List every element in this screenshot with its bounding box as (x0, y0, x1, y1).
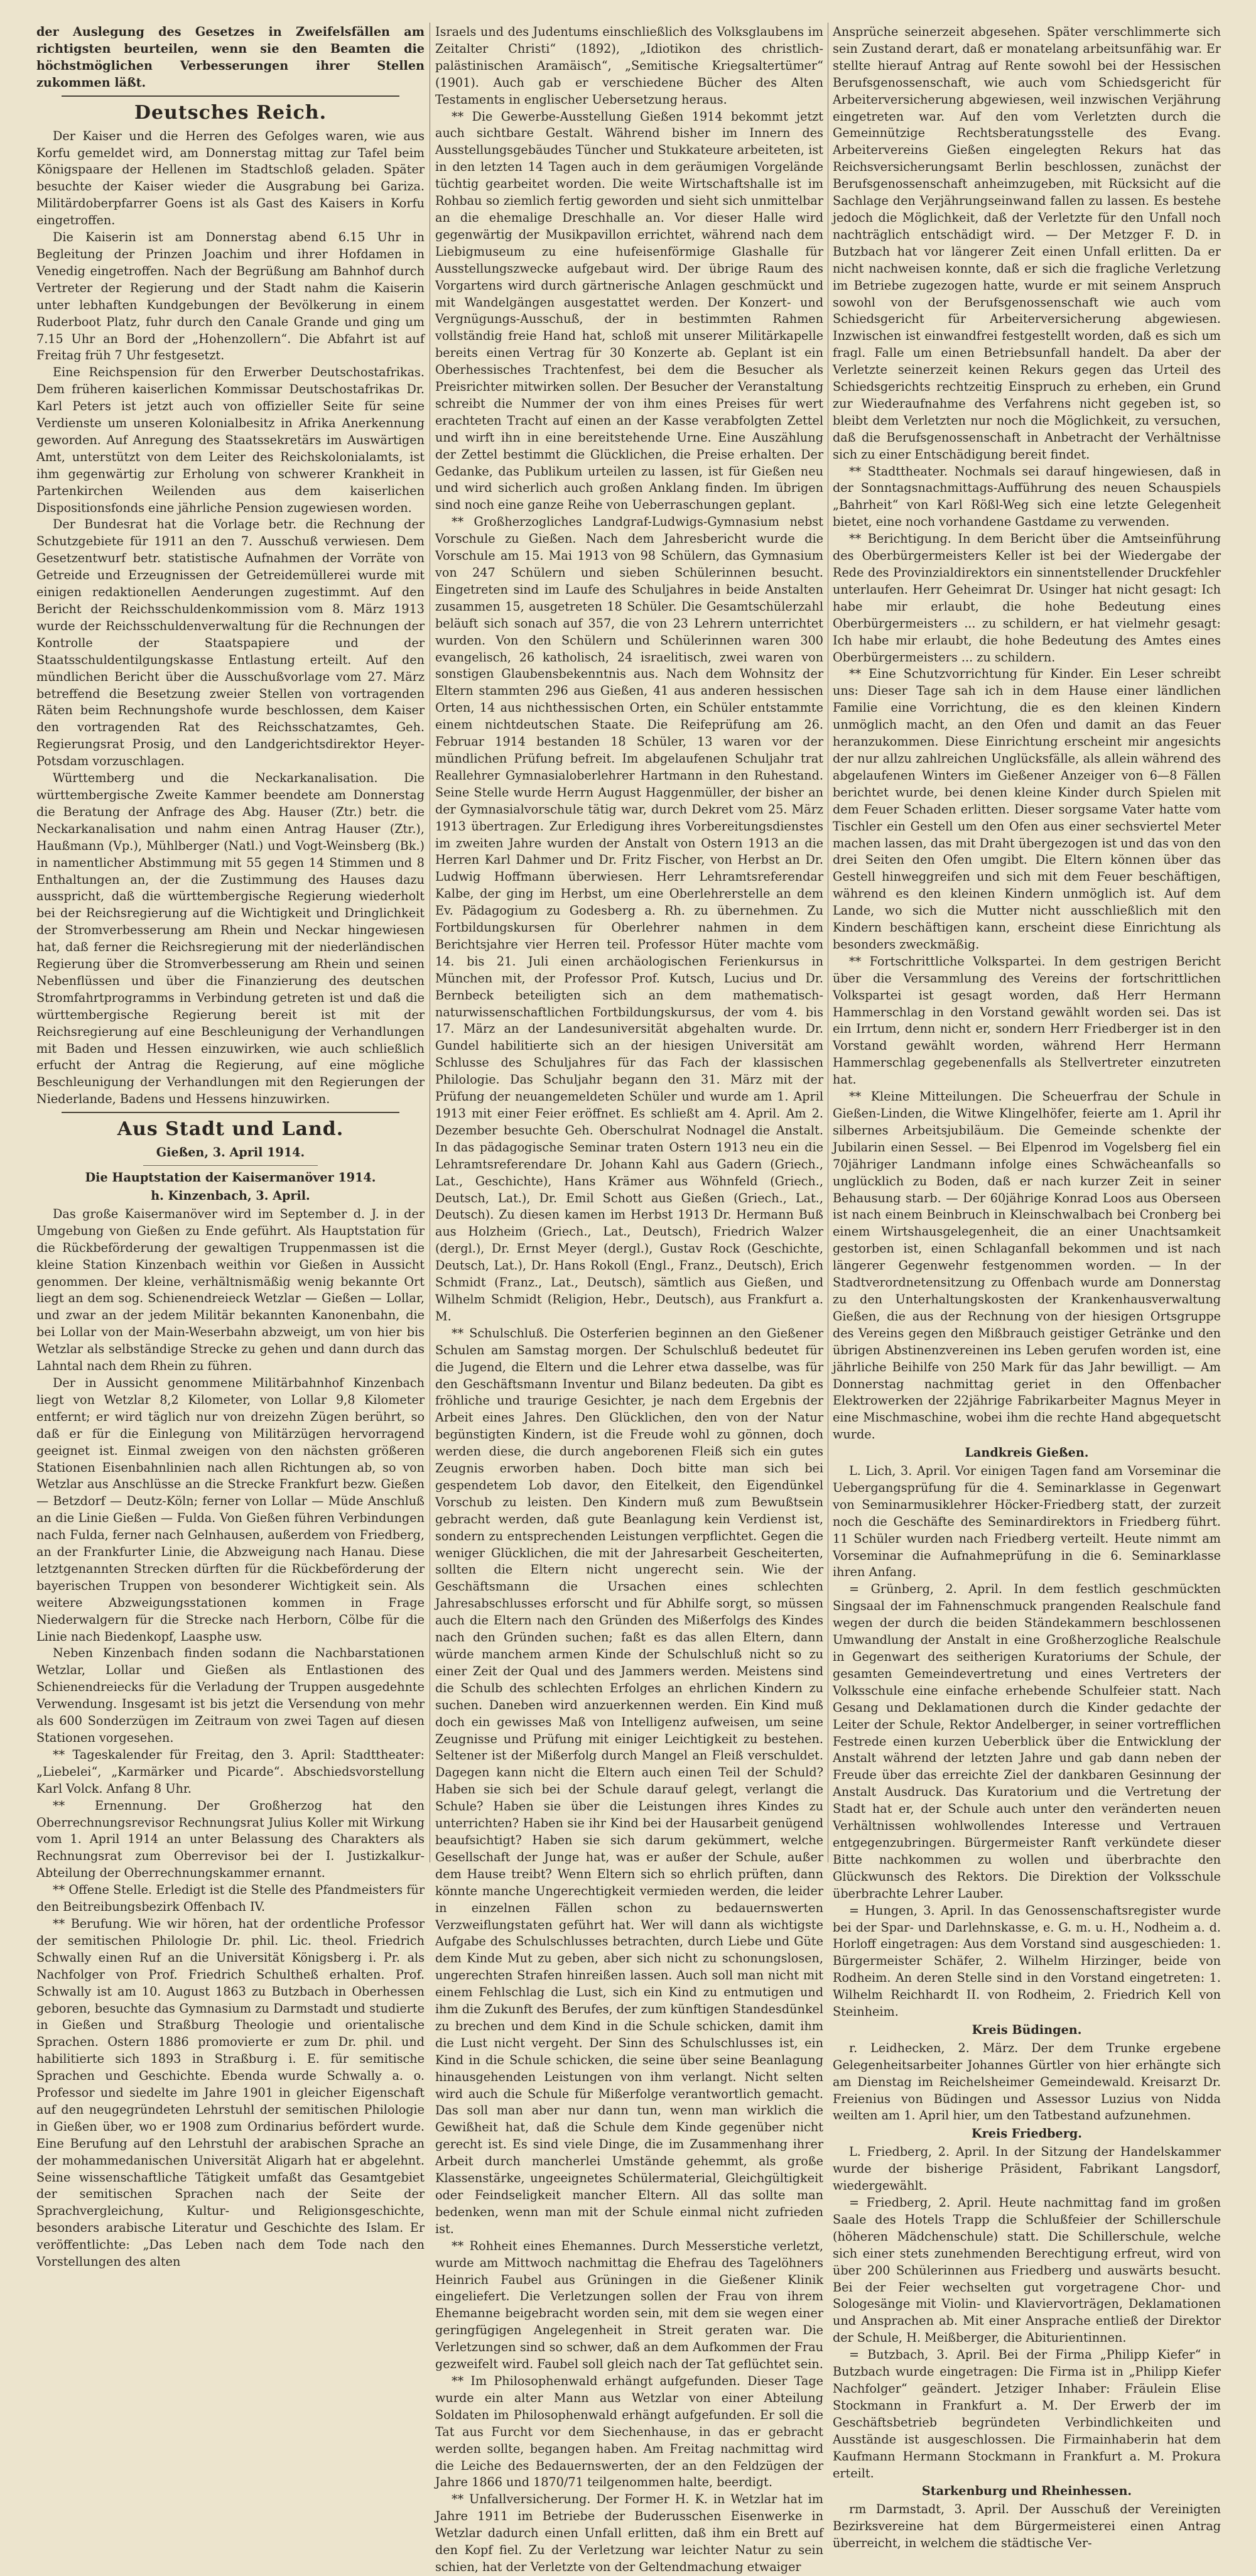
article-paragraph: ** Berichtigung. In dem Bericht über die Amtseinführung des Oberbürgermeisters Keller ist bei der Wiedergabe der Rede des Provinzialdirektors ein sinnentstellender Druckfehler unterlaufen. Herr Geheimrat Dr. Usinger hat nicht gesagt: Ich habe mir erlaubt, die hohe Bedeutung eines Oberbürgermeisters ... zu schildern, er hat vielmehr gesagt: Ich habe mir erlaubt, die hohe Bedeutung des Amtes eines Oberbürgermeisters ... zu schildern. (833, 531, 1221, 665)
column-2 (435, 24, 823, 2574)
article-paragraph: Die Kaiserin ist am Donnerstag abend 6.15 Uhr in Begleitung der Prinzen Joachim und ihrer Hofdamen in Venedig eingetroffen. Nach der Begrüßung am Bahnhof durch Vertreter der Regierung und der Stadt nahm die Kaiserin unter lebhaften Kundgebungen der Bevölkerung in einem Ruderboot Platz, fuhr durch den Canale Grande und ging um 7.15 Uhr an Bord der „Hohenzollern“. Die Abfahrt ist auf Freitag früh 7 Uhr festgesetzt. (36, 230, 425, 363)
divider (62, 1112, 399, 1113)
article-paragraph: Der Bundesrat hat die Vorlage betr. die Rechnung der Schutzgebiete für 1911 an den 7. Ausschuß verwiesen. Dem Gesetzentwurf betr. statistische Aufnahmen der Vorräte von Getreide und Erzeugnissen der Getreidemüllerei wurde mit einigen redaktionellen Aenderungen zugestimmt. Auf den Bericht der Reichsschuldenkommission vom 8. März 1913 wurde der Reichsschuldenverwaltung für die Rechnungen der Kontrolle der Staatspapiere und der Staatsschuldentilgungskasse Entlastung erteilt. Auf den mündlichen Bericht über die Ausschußvorlage vom 27. März betreffend die Besetzung zweier Stellen von vortragenden Räten beim Rechnungshofe wurde beschlossen, dem Kaiser den vortragenden Rat des Reichsschatzamtes, Geh. Regierungsrat Prosig, und den Landgerichtsdirektor Heyer-Potsdam vorzuschlagen. (36, 517, 425, 769)
section-subhead: Kreis Büdingen. (972, 2022, 1082, 2037)
article-paragraph: Der Kaiser und die Herren des Gefolges waren, wie aus Korfu gemeldet wird, am Donnerstag mittag zur Tafel beim Königspaare der Hellenen im Stadtschloß geladen. Später besuchte der Kaiser wieder die Ausgrabung bei Gariza. Militärdoberpfarrer Goens ist als Gast des Kaisers in Korfu eingetroffen. (36, 128, 425, 228)
article-paragraph: Ansprüche seinerzeit abgesehen. Später verschlimmerte sich sein Zustand derart, daß er monatelang arbeitsunfähig war. Er stellte hierauf Antrag auf Rente sowohl bei der Hessischen Berufsgenossenschaft, wie auch vom Schiedsgericht für Arbeiterversicherung abgewiesen, weil inzwischen Verjährung eingetreten war. Auf den vom Verletzten durch die Gemeinnützige Rechtsberatungsstelle des Evang. Arbeitervereins Gießen eingelegten Rekurs hat das Reichsversicherungsamt Berlin beschlossen, zunächst der Berufsgenossenschaft anheimzugeben, mit Rücksicht auf die Sachlage den Verjährungseinwand fallen zu lassen. Es bestehe jedoch die Möglichkeit, daß der Verletzte für den Unfall noch nachträglich entschädigt wird. — Der Metzger F. D. in Butzbach hat vor längerer Zeit einen Unfall erlitten. Da er nicht nachweisen konnte, daß er sich die fragliche Verletzung im Betriebe zugezogen hatte, wurde er mit seinem Anspruch sowohl von der Berufsgenossenschaft wie auch vom Schiedsgericht für Arbeiterversicherung abgewiesen. Inzwischen ist einwandfrei festgestellt worden, daß es sich um fragl. Falle um einen Betriebsunfall handelt. Da aber der Verletzte seinerzeit keinen Rekurs gegen das Urteil des Schiedsgerichts rechtzeitig Einspruch zu erheben, ein Grund zur Wiederaufnahme des Verfahrens nicht gegeben ist, so bleibt dem Verletzten nur noch die Möglichkeit, zu versuchen, daß die Berufsgenossenschaft in Anbetracht der Verhältnisse sich zu einer Entschädigung bereit findet. (833, 24, 1221, 462)
article-paragraph: Israels und des Judentums einschließlich des Volksglaubens im Zeitalter Christi“ (1892), „Idiotikon des christlich-palästinischen Aramäisch“, „Semitische Kriegsaltertümer“ (1901). Auch gab er verschiedene Bücher des Alten Testaments in englischer Uebersetzung heraus. (435, 24, 823, 107)
article-paragraph: ** Die Gewerbe-Ausstellung Gießen 1914 bekommt jetzt auch sichtbare Gestalt. Während bisher im Innern des Ausstellungsgebäudes Tüncher und Stukkateure arbeiteten, ist in den letzten 14 Tagen auch in dem geräumigen Vorgelände tüchtig gearbeitet worden. Die weite Wirtschaftshalle ist im Rohbau so ziemlich fertig geworden und sieht sich unmittelbar an die ehemalige Dreschhalle an. Vor dieser Halle wird gegenwärtig der Musikpavillon errichtet, während nach dem Liebigmuseum zu eine hufeisenförmige Glashalle für Ausstellungszwecke aufgebaut wird. Der übrige Raum des Vorgartens wird durch gärtnerische Anlagen geschmückt und mit Wandelgängen ausgestattet werden. Der Konzert- und Vergnügungs-Ausschuß, der in bestimmten Rahmen vollständig freie Hand hat, schloß mit unserer Militärkapelle bereits einen Vertrag für 30 Konzerte ab. Geplant ist ein Oberhessisches Trachtenfest, bei dem die Besucher als Preisrichter mitwirken sollen. Der Besucher der Veranstaltung schreibt die Nummer der von ihm eines Preises für wert erachteten Tracht auf einen an der Kasse verabfolgten Zettel und wirft ihn in eine bereitstehende Urne. Eine Auszählung der Zettel bestimmt die Glücklichen, die Preise erhalten. Der Gedanke, das Publikum urteilen zu lassen, ist für Gießen neu und wird sicherlich auch großen Anklang finden. Im übrigen sind noch eine ganze Reihe von Ueberraschungen geplant. (435, 109, 823, 513)
section-title: Aus Stadt und Land. (117, 1118, 344, 1141)
article-paragraph: ** Tageskalender für Freitag, den 3. April: Stadttheater: „Liebelei“, „Karmärker und Picarde“. Abschiedsvorstellung Karl Volck. Anfang 8 Uhr. (36, 1747, 425, 1796)
dateline: Gießen, 3. April 1914. (156, 1145, 305, 1160)
article-paragraph: L. Lich, 3. April. Vor einigen Tagen fand am Vorseminar die Uebergangsprüfung für die 4. Seminarklasse in Gegenwart von Seminarmusiklehrer Höcker-Friedberg statt, der zurzeit noch die Geschäfte des Seminardirektors in Friedberg führt. 11 Schüler wurden nach Friedberg verteilt. Heute nimmt am Vorseminar die Aufnahmeprüfung in die 6. Seminarklasse ihren Anfang. (833, 1464, 1221, 1580)
article-paragraph: ** Berufung. Wie wir hören, hat der ordentliche Professor der semitischen Philologie Dr. phil. Lic. theol. Friedrich Schwally einen Ruf an die Universität Königsberg i. Pr. als Nachfolger von Prof. Friedrich Schultheß erhalten. Prof. Schwally ist am 10. August 1863 zu Butzbach in Oberhessen geboren, besuchte das Gymnasium zu Darmstadt und studierte in Gießen und Straßburg Theologie und orientalische Sprachen. Ostern 1886 promovierte er zum Dr. phil. und habilitierte sich 1893 in Straßburg i. E. für semitische Sprachen und Geschichte. Ebenda wurde Schwally a. o. Professor und siedelte im Jahre 1901 in gleicher Eigenschaft auf den neugegründeten Lehrstuhl der semitischen Philologie in Gießen über, wo er 1908 zum Ordinarius befördert wurde. Eine Berufung auf den Lehrstuhl der arabischen Sprache an der mohammedanischen Universität Aligarh hat er abgelehnt. Seine wissenschaftliche Tätigkeit umfaßt das Gesamtgebiet der semitischen Sprachen nach der Seite der Sprachvergleichung, Kultur- und Religionsgeschichte, besonders arabische Literatur und Geschichte des Islam. Er veröffentlichte: „Das Leben nach dem Tode nach den Vorstellungen des alten (36, 1916, 425, 2269)
article-paragraph: ** Schulschluß. Die Osterferien beginnen an den Gießener Schulen am Samstag morgen. Der Schulschluß bedeutet für die Jugend, die Eltern und die Lehrer etwa dasselbe, was für den Geschäftsmann Inventur und Bilanz bedeuten. Da gibt es fröhliche und traurige Gesichter, je nach dem Ergebnis der Arbeit eines Jahres. Den Glücklichen, den von der Natur begünstigten Kindern, ist die Freude wohl zu gönnen, doch werden diese, die durch angeborenen Fleiß sich ein gutes Zeugnis erworben haben. Doch bitte man sich bei gespendetem Lob davor, den Eitelkeit, den Eigendünkel Vorschub zu leisten. Den Kindern muß zum Bewußtsein gebracht werden, daß gute Beanlagung kein Verdienst ist, sondern zu entsprechenden Leistungen verpflichtet. Gegen die weniger Glücklichen, die mit der Jahresarbeit Gescheiterten, sollten die Eltern nicht ungerecht sein. Wie der Geschäftsmann die Ursachen eines schlechten Jahresabschlusses erforscht und für Abhilfe sorgt, so müssen auch die Eltern nach den Gründen des Mißerfolgs des Kindes nach den Gründen suchen; faßt es das allen Eltern, dann würde manchem armen Kinde der Schulschluß nicht so zu einer Zeit der Qual und des Jammers werden. Meistens sind die Schulb des schlechten Erfolges an ehrlichen Kindern zu suchen. Daneben wird anzuerkennen werden. Ein Kind muß doch ein gewisses Maß von Intelligenz aufweisen, um seine Zeugnisse und Prüfung mit einiger Leichtigkeit zu bestehen. Seltener ist der Mißerfolg durch Mangel an Fleiß verschuldet. Dagegen kann nicht die Eltern auch einen Teil der Schuld? Haben sie sich bei der Schule darauf gelegt, verlangt die Schule? Haben sie über die Leistungen ihres Kindes zu unterrichten? Haben sie ihr Kind bei der Hausarbeit genügend beaufsichtigt? Haben sie sich darum gekümmert, welche Gesellschaft der Junge hat, was er außer der Schule, außer dem Hause treibt? Wenn Eltern sich so ehrlich prüften, dann könnte manche Ungerechtigkeit vermieden werden, die leider in einzelnen Fällen schon zu bedauernswerten Verzweiflungstaten geführt hat. Wer will dann als wichtigste Aufgabe des Schulschlusses betrachten, durch Liebe und Güte dem Kinde Mut zu geben, aber sich nicht zu schonungslosen, ungerechten Strafen hinreißen lassen. Auch soll man nicht mit einem Fehlschlag die Lust, sich ein Kind zu entmutigen und ihm die Zukunft des Berufes, der zum künftigen Standesdünkel zu brechen und dem Kind in die Schule schicken, damit ihm die Lust nicht vergeht. Der Sinn des Schulschlusses ist, ein Kind in die Schule schicken, die seine über seine Beanlagung hinausgehenden Leistungen von ihm verlangt. Nicht selten wird auch die Schule für Mißerfolge verantwortlich gemacht. Das soll man aber nur dann tun, wenn man wirklich die Gewißheit hat, daß die Schule dem Kinde gegenüber nicht gerecht ist. Es sind viele Dinge, die im Zusammenhang ihrer Arbeit durch mancherlei Umstände gehemmt, als große Klassenstärke, ungeeignetes Schülermaterial, Gleichgültigkeit oder Feindseligkeit mancher Eltern. All das sollte man bedenken, wenn man mit der Schule einmal nicht zufrieden ist. (435, 1325, 823, 2236)
column-3 (833, 24, 1221, 2551)
article-paragraph: Der in Aussicht genommene Militärbahnhof Kinzenbach liegt von Wetzlar 8,2 Kilometer, von Lollar 9,8 Kilometer entfernt; er wird täglich nur von dreizehn Zügen berührt, so daß er für die Einlegung von Militärzügen hervorragend geeignet ist. Einmal zweigen von den nächsten größeren Stationen Eisenbahnlinien nach allen Richtungen ab, so von Wetzlar aus Anschlüsse an die Strecke Frankfurt bezw. Gießen — Betzdorf — Deutz-Köln; ferner von Lollar — Müde Anschluß an die Linie Gießen — Fulda. Von Gießen führen Verbindungen nach Fulda, ferner nach Gelnhausen, außerdem von Friedberg, an der Frankfurter Linie, die Abzweigung nach Hanau. Diese letztgenannten Strecken dürften für die Rückbeförderung der bayerischen Truppen von besonderer Wichtigkeit sein. Als weitere Abzweigungsstationen kommen in Frage Niederwalgern für die Strecke nach Herborn, Cölbe für die Linie nach Biedenkopf, Laasphe usw. (36, 1375, 425, 1644)
article-paragraph: Das große Kaisermanöver wird im September d. J. in der Umgebung von Gießen zu Ende geführt. Als Hauptstation für die Rückbeförderung der gewaltigen Truppenmassen ist die kleine Station Kinzenbach weithin vor Gießen in Aussicht genommen. Der kleine, verhältnismäßig wenig bekannte Ort liegt an dem sog. Schienendreieck Wetzlar — Gießen — Lollar, und zwar an der jedem Militär bekannten Kanonenbahn, die bei Lollar von der Main-Weserbahn abzweigt, um von hier bis Wetzlar als selbständige Strecke zu gehen und dann durch das Lahntal nach dem Rhein zu führen. (36, 1206, 425, 1374)
byline: h. Kinzenbach, 3. April. (151, 1188, 310, 1203)
article-paragraph: ** Rohheit eines Ehemannes. Durch Messerstiche verletzt, wurde am Mittwoch nachmittag die Ehefrau des Tagelöhners Heinrich Faubel aus Grüningen in die Gießener Klinik eingeliefert. Die Verletzungen sollen der Frau von ihrem Ehemanne beigebracht worden sein, mit dem sie wegen einer geringfügigen Angelegenheit in Streit geraten war. Die Verletzungen sind so schwer, daß an dem Aufkommen der Frau gezweifelt wird. Faubel soll gleich nach der Tat geflüchtet sein. (435, 2238, 823, 2372)
article-paragraph: r. Leidhecken, 2. März. Der dem Trunke ergebene Gelegenheitsarbeiter Johannes Gürtler von hier erhängte sich am Dienstag im Reichelsheimer Gemeindewald. Kreisarzt Dr. Freienius von Büdingen und Assessor Luzius von Nidda weilten am 1. April hier, um den Tatbestand aufzunehmen. (833, 2040, 1221, 2123)
section-subhead: Landkreis Gießen. (965, 1445, 1089, 1460)
article-paragraph: L. Friedberg, 2. April. In der Sitzung der Handelskammer wurde der bisherige Präsident, Fabrikant Langsdorf, wiedergewählt. (833, 2144, 1221, 2193)
article-paragraph: ** Großherzogliches Landgraf-Ludwigs-Gymnasium nebst Vorschule zu Gießen. Nach dem Jahresbericht wurde die Vorschule am 15. Mai 1913 von 98 Schülern, das Gymnasium von 247 Schülern und sieben Schülerinnen besucht. Eingetreten sind im Laufe des Schuljahres in beide Anstalten zusammen 15, ausgetreten 18 Schüler. Die Gesamtschülerzahl beläuft sich sonach auf 357, die von 23 Lehrern unterrichtet wurden. Von den Schülern und Schülerinnen waren 300 evangelisch, 26 katholisch, 24 israelitisch, zwei waren von sonstigen Glaubensbekenntnis aus. Nach dem Wohnsitz der Eltern stammten 296 aus Gießen, 41 aus anderen hessischen Orten, 14 aus nichthessischen Orten, ein Schüler entstammte einem nichtdeutschen Staate. Die Reifeprüfung am 26. Februar 1914 bestanden 18 Schüler, 13 waren vor der mündlichen Prüfung befreit. Im abgelaufenen Schuljahr trat Reallehrer Gymnasialoberlehrer Hartmann in den Ruhestand. Seine Stelle wurde Herrn August Haggenmüller, der bisher an der Gymnasialvorschule tätig war, durch Dekret vom 25. März 1913 übertragen. Zur Erledigung ihres Vorbereitungsdienstes im zweiten Jahre wurden der Anstalt von Ostern 1913 an die Herren Karl Dahmer und Dr. Fritz Fischer, von Herbst an Dr. Ludwig Hoffmann überwiesen. Herr Lehramtsreferendar Kalbe, der ging im Herbst, um eine Oberlehrerstelle an dem Ev. Pädagogium zu Godesberg a. Rh. zu übernehmen. Zu Fortbildungskursen für Oberlehrer nahmen in dem Berichtsjahre vier Herren teil. Professor Hüter machte vom 14. bis 21. Juli einen archäologischen Ferienkursus in München mit, der Professor Prof. Kutsch, Lucius und Dr. Bernbeck beteiligten sich an dem mathematisch-naturwissenschaftlichen Fortbildungskursus, der vom 4. bis 17. März an der Landesuniversität abgehalten wurde. Dr. Gundel habilitierte sich an der hiesigen Universität am Schlusse des Schuljahres für das Fach der klassischen Philologie. Das Schuljahr begann den 31. März mit der Prüfung der neuangemeldeten Schüler und wurde am 1. April 1913 mit einer Feier eröffnet. Es schließt am 4. April. Am 2. Dezember besuchte Geh. Oberschulrat Nodnagel die Anstalt. In das pädagogische Seminar traten Ostern 1913 neu ein die Lehramtsreferendare Dr. Johann Kahl aus Gadern (Griech., Lat., Geschichte), Hans Krämer aus Wöhnfeld (Griech., Deutsch, Lat.), Dr. Emil Schott aus Gießen (Griech., Lat., Deutsch). Zu diesen kamen im Herbst 1913 Dr. Hermann Buß aus Holzheim (Griech., Lat., Deutsch), Friedrich Walzer (dergl.), Dr. Ernst Meyer (dergl.), Gustav Rock (Geschichte, Deutsch, Lat.), Dr. Hans Rokoll (Engl., Franz., Deutsch), Erich Schmidt (Franz., Lat., Deutsch), sämtlich aus Gießen, und Wilhelm Schmidt (Religion, Hebr., Deutsch), aus Frankfurt a. M. (435, 514, 823, 1323)
article-paragraph: Eine Reichspension für den Erwerber Deutschostafrikas. Dem früheren kaiserlichen Kommissar Deutschostafrikas Dr. Karl Peters ist jetzt auch von offizieller Seite für seine Verdienste um unseren Kolonialbesitz in Afrika Anerkennung geworden. Auf Anregung des Staatssekretärs im Auswärtigen Amt, unterstützt von dem Leiter des Reichskolonialamts, ist ihm gegenwärtig zur Erholung von schwerer Krankheit in Partenkirchen Weilenden aus dem kaiserlichen Dispositionsfonds eine jährliche Pension zugewiesen worden. (36, 365, 425, 515)
article-paragraph: = Butzbach, 3. April. Bei der Firma „Philipp Kiefer“ in Butzbach wurde eingetragen: Die Firma ist in „Philipp Kiefer Nachfolger“ geändert. Jetziger Inhaber: Fräulein Elise Stockmann in Frankfurt a. M. Der Erwerb der im Geschäftsbetrieb begründeten Verbindlichkeiten und Ausstände ist ausgeschlossen. Die Firmainhaberin hat dem Kaufmann Hermann Stockmann in Frankfurt a. M. Prokura erteilt. (833, 2347, 1221, 2481)
article-paragraph: ** Eine Schutzvorrichtung für Kinder. Ein Leser schreibt uns: Dieser Tage sah ich in dem Hause einer ländlichen Familie eine Vorrichtung, die es den kleinen Kindern unmöglich macht, an den Ofen und damit an das Feuer heranzukommen. Diese Einrichtung erscheint mir angesichts der nur allzu zahlreichen Unglücksfälle, als allein während des abgelaufenen Winters im Gießener Anzeiger von 6—8 Fällen berichtet wurde, bei denen kleine Kinder durch Spielen mit dem Feuer Schaden erlitten. Dieser sorgsame Vater hatte vom Tischler ein Gestell um den Ofen aus einer sechsviertel Meter machen lassen, das mit Draht übergezogen ist und das von den drei Seiten den Ofen umgibt. Die Eltern können über das Gestell hinweggreifen und sich mit dem Feuer beschäftigen, während es den kleinen Kindern unmöglich ist. Auf dem Lande, wo sich die Mutter nicht ausschließlich mit den Kindern beschäftigen kann, erscheint diese Einrichtung als besonders zweckmäßig. (833, 666, 1221, 952)
article-paragraph: rm Darmstadt, 3. April. Der Ausschuß der Vereinigten Bezirksvereine hat dem Bürgermeisterei einen Antrag überreicht, in welchem die städtische Ver- (833, 2502, 1221, 2551)
divider (143, 1165, 318, 1166)
article-paragraph: Neben Kinzenbach finden sodann die Nachbarstationen Wetzlar, Lollar und Gießen als Entlastionen des Schienendreiecks für die Verladung der Truppen ausgedehnte Verwendung. Insgesamt ist bis jetzt die Versendung von mehr als 600 Sonderzügen im Zeitraum von zwei Tagen auf diesen Stationen vorgesehen. (36, 1646, 425, 1745)
article-paragraph: ** Unfallversicherung. Der Former H. K. in Wetzlar hat im Jahre 1911 im Betriebe der Buderusschen Eisenwerke in Wetzlar dadurch einen Unfall erlitten, daß ihm ein Brett auf den Kopf fiel. Zu der Verletzung war leichter Natur zu sein schien, hat der Verletzte von der Geltendmachung etwaiger (435, 2492, 823, 2574)
article-paragraph: = Hungen, 3. April. In das Genossenschaftsregister wurde bei der Spar- und Darlehnskasse, e. G. m. u. H., Nodheim a. d. Horloff eingetragen: Aus dem Vorstand sind ausgeschieden: 1. Bürgermeister Schäfer, 2. Wilhelm Hirzinger, beide von Rodheim. An deren Stelle sind in den Vorstand eingetreten: 1. Wilhelm Reichhardt II. von Rodheim, 2. Friedrich Kell von Steinheim. (833, 1903, 1221, 2019)
article-paragraph: Württemberg und die Neckarkanalisation. Die württembergische Zweite Kammer beendete am Donnerstag die Beratung der Anfrage des Abg. Hauser (Ztr.) betr. die Neckarkanalisation und nahm einen Antrag Hauser (Ztr.), Haußmann (Vp.), Mühlberger (Natl.) und Vogt-Weinsberg (Bk.) in namentlicher Abstimmung mit 55 gegen 14 Stimmen und 8 Enthaltungen an, der die Zustimmung des Hauses dazu ausspricht, daß die württembergische Regierung wiederholt bei der Reichsregierung auf die Wichtigkeit und Dringlichkeit der Stromverbesserung am Rhein und Neckar hingewiesen hat, daß ferner die Reichsregierung mit der niederländischen Regierung über die Stromverbesserung am Rhein und seinen Nebenflüssen und über die Finanzierung des deutschen Stromfahrtprogramms in Verbindung getreten ist und daß die württembergische Regierung bereit ist mit der Reichsregierung auf eine Beschleunigung der Verhandlungen mit Baden und Hessen einzuwirken, wie auch schließlich erfucht der Antrag die Regierung, auf eine mögliche Beschleunigung der Verhandlungen mit den Regierungen der Niederlande, Badens und Hessens hinzuwirken. (36, 771, 425, 1107)
divider (62, 95, 399, 97)
section-subhead: Starkenburg und Rheinhessen. (921, 2484, 1132, 2499)
section-subhead: Kreis Friedberg. (972, 2126, 1082, 2141)
article-paragraph: ** Offene Stelle. Erledigt ist die Stelle des Pfandmeisters für den Beitreibungsbezirk Offenbach IV. (36, 1883, 425, 1915)
headline: Die Hauptstation der Kaisermanöver 1914. (85, 1170, 376, 1185)
article-paragraph: ** Fortschrittliche Volkspartei. In dem gestrigen Bericht über die Versammlung des Vereins der fortschrittlichen Volkspartei ist gesagt worden, daß Herr Hermann Hammerschlag in den Vorstand gewählt worden sei. Das ist ein Irrtum, denn nicht er, sondern Herr Friedberger ist in den Vorstand gewählt worden, während Herr Hermann Hammerschlag gegebenenfalls als Stellvertreter einzutreten hat. (833, 954, 1221, 1087)
article-paragraph: = Grünberg, 2. April. In dem festlich geschmückten Singsaal der im Fahnenschmuck prangenden Realschule fand wegen der durch die beiden Ständekammern beschlossenen Umwandlung der Anstalt in eine Großherzogliche Realschule in Gegenwart des seitherigen Kuratoriums der Schule, der gesamten Gemeindevertretung und eines Vertreters der Volksschule eine einfache erhebende Schulfeier statt. Nach Gesang und Deklamationen durch die Kinder gedachte der Leiter der Schule, Rektor Andelberger, in seiner vortrefflichen Festrede einen kurzen Ueberblick über die Entwicklung der Anstalt während der letzten Jahre und gab dann neben der Freude über das erreichte Ziel der dankbaren Gesinnung der Anstalt Ausdruck. Das Kuratorium und die Vertretung der Stadt hat er, der Schule auch unter den veränderten neuen Verhältnissen wohlwollendes Interesse und Vertrauen entgegenzubringen. Bürgermeister Ranft verkündete dieser Bitte nachkommen zu wollen und überbrachte den Glückwunsch des Rektors. Die Direktion der Volksschule überbrachte Lehrer Lauber. (833, 1582, 1221, 1901)
section-title: Deutsches Reich. (134, 101, 327, 124)
article-paragraph: ** Im Philosophenwald erhängt aufgefunden. Dieser Tage wurde ein alter Mann aus Wetzlar von einer Abteilung Soldaten im Philosophenwald erhängt aufgefunden. Er soll die Tat aus Furcht vor dem Siechenhause, in das er gebracht werden sollte, begangen haben. Am Freitag nachmittag wird die Leiche des Bedauernswerten, der an den Feldzügen der Jahre 1866 und 1870/71 teilgenommen halte, beerdigt. (435, 2373, 823, 2490)
article-paragraph: ** Ernennung. Der Großherzog hat den Oberrechnungsrevisor Rechnungsrat Julius Koller mit Wirkung vom 1. April 1914 an unter Belassung des Charakters als Rechnungsrat zum Oberrevisor bei der I. Justizkalkur-Abteilung der Oberrechnungskammer ernannt. (36, 1798, 425, 1881)
article-paragraph: = Friedberg, 2. April. Heute nachmittag fand im großen Saale des Hotels Trapp die Schlußfeier der Schillerschule (höheren Mädchenschule) statt. Die Schillerschule, welche sich einer stets zunehmenden Berechtigung erfreut, wird von über 200 Schülerinnen aus Friedberg und auswärts besucht. Bei der Feier wechselten gut vorgetragene Chor- und Sologesänge mit Violin- und Klaviervorträgen, Deklamationen und Ansprachen ab. Mit einer Ansprache entließ der Direktor der Schule, H. Meißberger, die Abiturientinnen. (833, 2195, 1221, 2345)
lead-paragraph: der Auslegung des Gesetzes in Zweifelsfällen am richtigsten beurteilen, wenn sie den Beamten die höchstmöglichen Verbesserungen ihrer Stellen zukommen läßt. (36, 24, 425, 90)
article-paragraph: ** Kleine Mitteilungen. Die Scheuerfrau der Schule in Gießen-Linden, die Witwe Klingelhöfer, feierte am 1. April ihr silbernes Arbeitsjubiläum. Die Gemeinde schenkte der Jubilarin einen Sessel. — Bei Elpenrod im Vogelsberg fiel ein 70jähriger Landmann infolge eines Schwächeanfalls so unglücklich zu Boden, daß er nach kurzer Zeit in seiner Behausung starb. — Der 60jährige Konrad Loos aus Oberseen ist nach einem Beinbruch in Kleinschwalbach bei Cronberg bei einem Wirtshausgelegenheit, die an einer Unachtsamkeit gestorben ist, einen Schlaganfall bekommen und ist nach längerer Gegenwehr festgenommen worden. — In der Stadtverordnetensitzung zu Offenbach wurde am Donnerstag zu den Unterhaltungskosten der Krankenhausverwaltung Gießen, die aus der Rechnung von der hiesigen Ortsgruppe des Vereins gegen den Mißbrauch geistiger Getränke und den übrigen Abstinenzvereinen ins Leben gerufen worden ist, eine jährliche Beihilfe von 250 Mark für das Jahr bewilligt. — Am Donnerstag nachmittag geriet in den Offenbacher Elektrowerken der 22jährige Fabrikarbeiter Magnus Meyer in eine Mischmaschine, wobei ihm die rechte Hand abgequetscht wurde. (833, 1089, 1221, 1442)
article-paragraph: ** Stadttheater. Nochmals sei darauf hingewiesen, daß in der Sonntagsnachmittags-Aufführung des neuen Schauspiels „Bahrheit“ von Karl Rößl-Weg sich eine letzte Gelegenheit bietet, eine noch vorhandene Gastdame zu verwenden. (833, 464, 1221, 530)
column-1 (36, 24, 425, 2269)
